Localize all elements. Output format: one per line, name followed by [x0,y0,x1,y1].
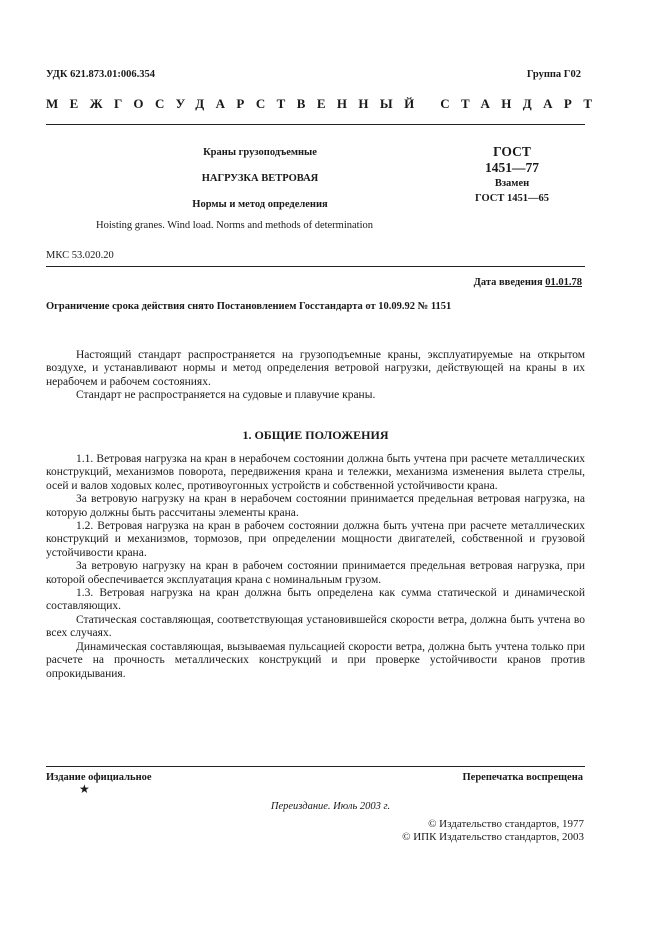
banner-divider [46,124,585,125]
section-paragraph: 1.1. Ветровая нагрузка на кран в нерабочем состоянии должна быть учтена при расчете металлических конструкций, механизмов поворота, передвижения крана и тележки, механизма изменения вылета стрелы, осей и валов ходовых колес, противоугонных устройств и собственной устойчивости крана. [46,453,585,492]
footer-divider [46,766,585,767]
gost-label: ГОСТ [493,144,531,159]
reprint-notice: Перепечатка воспрещена [462,772,583,783]
intro-paragraph: Настоящий стандарт распространяется на грузоподъемные краны, эксплуатируемые на открытом воздухе, и устанавливают нормы и метод определения ветровой нагрузки, действующей на краны в их нерабочем и рабочем состояниях. [46,349,585,388]
section-paragraph: 1.3. Ветровая нагрузка на кран должна быть определена как сумма статической и динамической составляющих. [46,587,585,613]
section-paragraph: За ветровую нагрузку на кран в рабочем состоянии принимается предельная ветровая нагрузка, при которой обеспечивается эксплуатация крана с номинальным грузом. [46,560,585,586]
restriction-note: Ограничение срока действия снято Постановлением Госстандарта от 10.09.92 № 1151 [46,301,452,312]
intro-text [46,349,585,402]
date-introduction [474,277,582,288]
gost-number: 1451—77 [485,160,539,175]
section-paragraph: 1.2. Ветровая нагрузка на кран в рабочем состоянии должна быть учтена при расчете металлических конструкций и механизмов, тормозов, при определении мощности двигателей, собственной и грузовой устойчивости крана. [46,520,585,559]
star-icon: ★ [79,782,90,796]
reissue-note: Переиздание. Июль 2003 г. [270,801,391,812]
intro-paragraph: Стандарт не распространяется на судовые и плавучие краны. [76,388,376,401]
title-line-2: НАГРУЗКА ВЕТРОВАЯ [201,173,319,184]
date-introduction-label: Дата введения [473,277,543,288]
section-text [46,453,585,681]
date-introduction-value: 01.01.78 [545,277,582,288]
replaces-label: Взамен [494,178,530,189]
section-paragraph: За ветровую нагрузку на кран в нерабочем состоянии принимается предельная ветровая нагрузка, на которую должны быть рассчитаны элементы крана. [46,493,585,519]
section-paragraph: Динамическая составляющая, вызываемая пульсацией скорости ветра, должна быть учтена только при расчете на прочность металлических конструкций и при проверке устойчивости кранов против опрокидывания. [46,640,585,680]
group-code: Группа Г02 [526,69,581,80]
title-line-1: Краны грузоподъемные [203,147,317,158]
copyright-1977: © Издательство стандартов, 1977 [428,818,584,830]
title-line-3: Нормы и метод определения [192,199,328,210]
mks-code: МКС 53.020.20 [46,250,114,261]
section-title: 1. ОБЩИЕ ПОЛОЖЕНИЯ [242,428,389,442]
udk-code: УДК 621.873.01:006.354 [46,69,155,80]
gost-block [462,144,562,206]
standard-banner: МЕЖГОСУДАРСТВЕННЫЙ СТАНДАРТ [46,96,604,111]
official-edition: Издание официальное [46,772,152,783]
mks-divider [46,266,585,267]
section-paragraph: Статическая составляющая, соответствующая установившейся скорости ветра, должна быть учтена во всех случаях. [46,613,585,640]
english-title: Hoisting granes. Wind load. Norms and methods of determination [96,220,374,231]
copyright-2003: © ИПК Издательство стандартов, 2003 [402,831,584,843]
replaces-gost: ГОСТ 1451—65 [475,193,549,204]
title-block [150,147,370,225]
